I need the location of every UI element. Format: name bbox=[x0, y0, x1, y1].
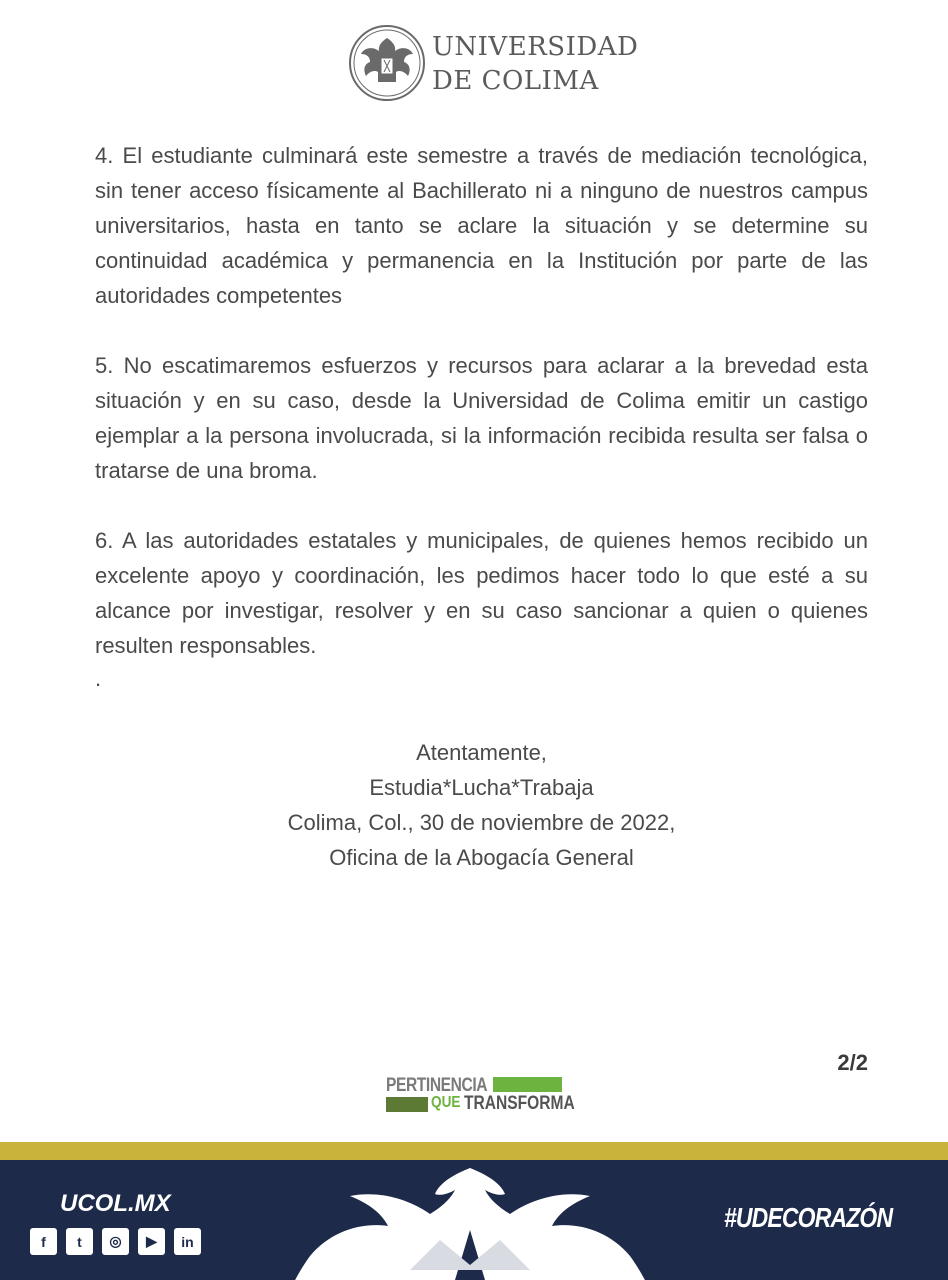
website-link[interactable]: UCOL.MX bbox=[60, 1190, 171, 1217]
twitter-icon[interactable]: t bbox=[66, 1228, 93, 1255]
campaign-line2a: QUE bbox=[431, 1094, 461, 1111]
social-icons bbox=[30, 1228, 201, 1255]
instagram-icon[interactable]: ◎ bbox=[102, 1228, 129, 1255]
facebook-icon[interactable]: f bbox=[30, 1228, 57, 1255]
letter-body bbox=[95, 138, 868, 695]
campaign-bar-light bbox=[493, 1077, 562, 1092]
university-eagle-seal-icon bbox=[348, 24, 426, 102]
footer-gold-band bbox=[0, 1142, 948, 1160]
university-name bbox=[432, 30, 638, 98]
paragraph-4: 4. El estudiante culminará este semestre a través de mediación tecnológica, sin tener acceso físicamente al Bachillerato ni a ninguno de nuestros campus universitarios, hasta en tanto se aclare la situación y se determine su continuidad académica y permanencia en la Institución por parte de las autoridades competentes bbox=[95, 143, 868, 308]
hashtag: #UDECORAZÓN bbox=[723, 1202, 892, 1233]
place-date: Colima, Col., 30 de noviembre de 2022, bbox=[287, 810, 676, 835]
brand-line1: UNIVERSIDAD bbox=[432, 32, 639, 62]
eagle-emblem-icon bbox=[290, 1160, 650, 1280]
campaign-bar-dark bbox=[386, 1097, 428, 1112]
university-logo bbox=[348, 24, 639, 104]
campaign-line2b: TRANSFORMA bbox=[464, 1093, 575, 1114]
campaign-line1: PERTINENCIA bbox=[386, 1075, 488, 1096]
youtube-icon[interactable]: ▶ bbox=[138, 1228, 165, 1255]
motto: Estudia*Lucha*Trabaja bbox=[369, 775, 594, 800]
signature-block bbox=[95, 735, 868, 875]
closing: Atentamente, bbox=[416, 740, 547, 765]
brand-line2: DE COLIMA bbox=[432, 66, 599, 96]
paragraph-5: 5. No escatimaremos esfuerzos y recursos para aclarar a la brevedad esta situación y en su caso, desde la Universidad de Colima emitir un castigo ejemplar a la persona involucrada, si la información recibida resulta ser falsa o tratarse de una broma. bbox=[95, 353, 868, 483]
office: Oficina de la Abogacía General bbox=[329, 845, 634, 870]
page-number: 2/2 bbox=[837, 1050, 868, 1075]
campaign-logo bbox=[386, 1075, 575, 1115]
trailing-dot: . bbox=[95, 666, 102, 691]
paragraph-6: 6. A las autoridades estatales y municipales, de quienes hemos recibido un excelente apoyo y coordinación, les pedimos hacer todo lo que esté a su alcance por investigar, resolver y en su caso sancionar a quien o quienes resulten responsables. bbox=[95, 528, 868, 658]
footer bbox=[0, 1160, 948, 1280]
linkedin-icon[interactable]: in bbox=[174, 1228, 201, 1255]
